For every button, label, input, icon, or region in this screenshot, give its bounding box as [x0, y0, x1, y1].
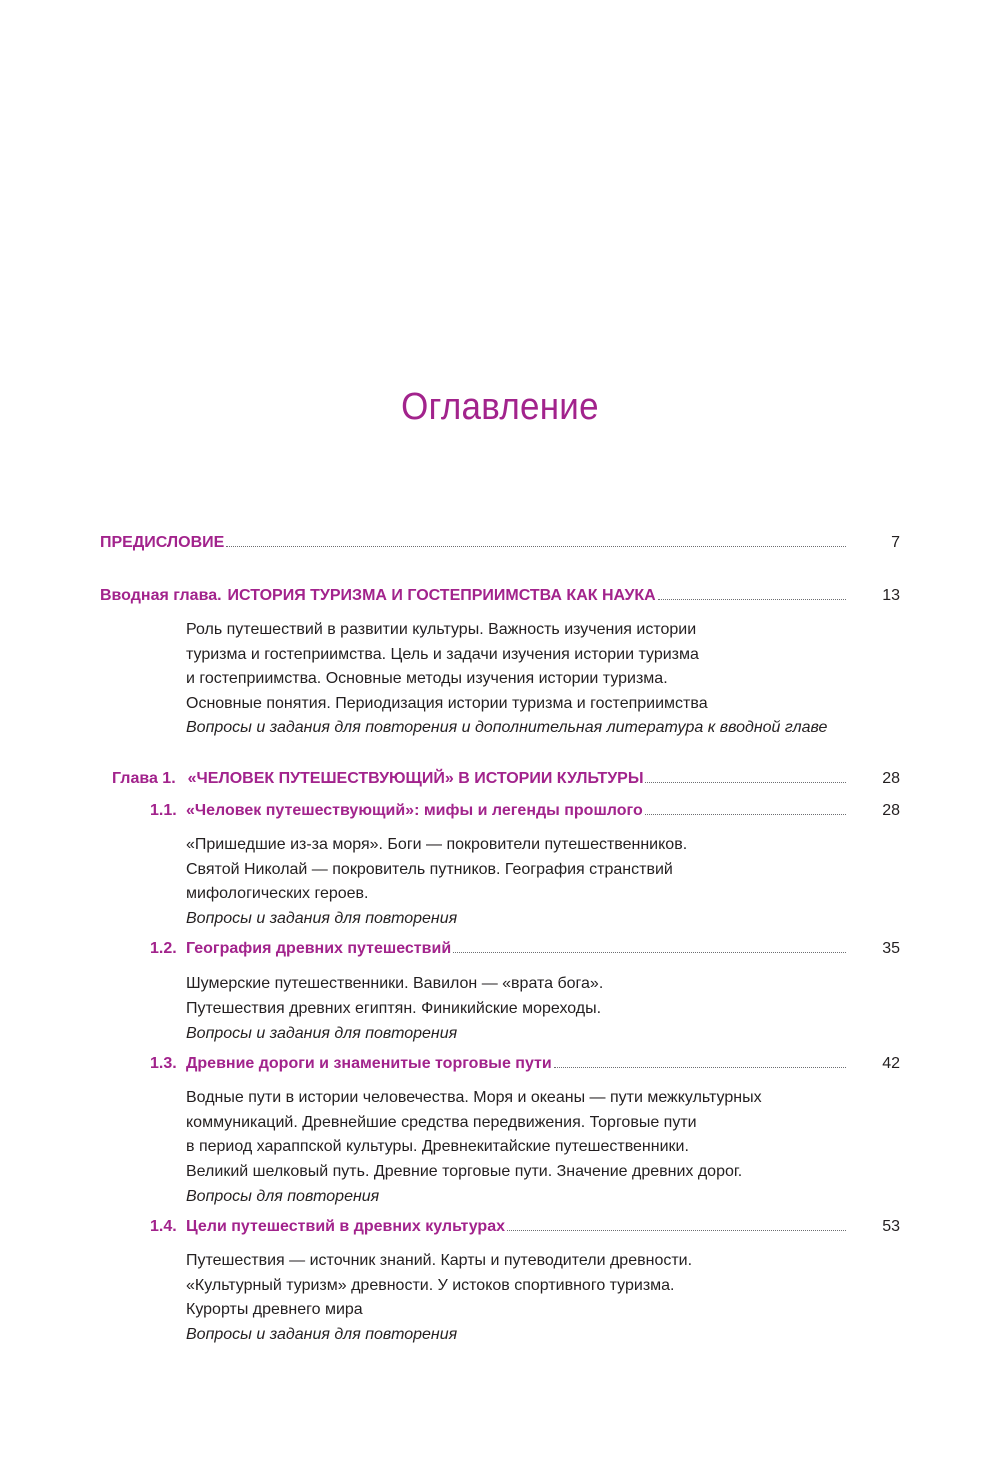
- description-line: «Пришедшие из-за моря». Боги — покровители путешественников.: [186, 836, 688, 853]
- description-line: коммуникаций. Древнейшие средства передвижения. Торговые пути: [186, 1113, 697, 1131]
- toc-section-number: 1.4.: [150, 1218, 177, 1235]
- toc-entry-description: [186, 1249, 692, 1323]
- page-title: Оглавление: [401, 386, 599, 428]
- leader-dots: [645, 813, 846, 815]
- toc-entry-description: [186, 972, 603, 1021]
- leader-dots: [658, 598, 846, 600]
- toc-section-number: 1.2.: [150, 940, 177, 957]
- toc-entry-description: [186, 618, 708, 716]
- toc-entry-preface[interactable]: [100, 534, 850, 558]
- description-line: Путешествия — источник знаний. Карты и путеводители древности.: [186, 1252, 693, 1269]
- description-line: Шумерские путешественники. Вавилон — «врата бога».: [186, 975, 604, 992]
- toc-entry-title: ПРЕДИСЛОВИЕ: [100, 534, 225, 551]
- description-line: туризма и гостеприимства. Цель и задачи изучения истории туризма: [186, 645, 699, 663]
- toc-entry-title: География древних путешествий: [186, 940, 452, 957]
- toc-page-number: 35: [882, 940, 900, 957]
- toc-entry-section-1-2[interactable]: [150, 940, 850, 964]
- toc-page-number: 7: [891, 534, 900, 551]
- toc-section-number: 1.1.: [150, 802, 177, 819]
- description-line: Водные пути в истории человечества. Моря и океаны — пути межкультурных: [186, 1089, 762, 1106]
- leader-dots: [226, 545, 846, 547]
- toc-entry-title: «Человек путешествующий»: мифы и легенды прошлого: [186, 802, 643, 819]
- leader-dots: [554, 1066, 846, 1068]
- leader-dots: [645, 781, 846, 783]
- toc-section-number: 1.3.: [150, 1055, 177, 1072]
- description-line: Святой Николай — покровитель путников. География странствий: [186, 860, 673, 878]
- description-line: «Культурный туризм» древности. У истоков спортивного туризма.: [186, 1276, 675, 1294]
- toc-page-number: 28: [882, 770, 900, 787]
- toc-entry-title: Древние дороги и знаменитые торговые пути: [186, 1055, 552, 1072]
- toc-questions: Вопросы и задания для повторения и дополнительная литература к вводной главе: [186, 719, 828, 736]
- toc-questions: Вопросы для повторения: [186, 1188, 380, 1205]
- description-line: Основные понятия. Периодизация истории туризма и гостеприимства: [186, 694, 708, 712]
- toc-entry-prefix: Глава 1.: [112, 770, 176, 787]
- description-line: Великий шелковый путь. Древние торговые пути. Значение древних дорог.: [186, 1162, 743, 1180]
- toc-entry-prefix: Вводная глава.: [100, 587, 222, 604]
- toc-entry-section-1-4[interactable]: [150, 1218, 850, 1242]
- leader-dots: [507, 1229, 846, 1231]
- toc-questions: Вопросы и задания для повторения: [186, 910, 458, 927]
- description-line: Путешествия древних египтян. Финикийские мореходы.: [186, 999, 602, 1017]
- toc-entry-title: ИСТОРИЯ ТУРИЗМА И ГОСТЕПРИИМСТВА КАК НАУКА: [227, 587, 656, 604]
- leader-dots: [453, 951, 846, 953]
- toc-entry-section-1-3[interactable]: [150, 1055, 850, 1079]
- toc-entry-intro[interactable]: [100, 587, 850, 611]
- toc-entry-title: Цели путешествий в древних культурах: [186, 1218, 505, 1235]
- toc-entry-description: [186, 1086, 762, 1184]
- description-line: в период хараппской культуры. Древнекитайские путешественники.: [186, 1138, 689, 1155]
- toc-page-number: 42: [882, 1055, 900, 1072]
- toc-page-number: 13: [882, 587, 900, 604]
- toc-page-number: 53: [882, 1218, 900, 1235]
- toc-entry-description: [186, 833, 687, 907]
- toc-questions: Вопросы и задания для повторения: [186, 1326, 458, 1343]
- toc-entry-title: «ЧЕЛОВЕК ПУТЕШЕСТВУЮЩИЙ» В ИСТОРИИ КУЛЬТУРЫ: [187, 770, 644, 787]
- toc-questions: Вопросы и задания для повторения: [186, 1025, 458, 1042]
- toc-entry-section-1-1[interactable]: [150, 802, 850, 826]
- toc-page-number: 28: [882, 802, 900, 819]
- description-line: Курорты древнего мира: [186, 1301, 363, 1318]
- description-line: и гостеприимства. Основные методы изучения истории туризма.: [186, 670, 668, 687]
- description-line: мифологических героев.: [186, 885, 369, 902]
- toc-entry-chapter-1[interactable]: [112, 770, 850, 794]
- description-line: Роль путешествий в развитии культуры. Важность изучения истории: [186, 621, 697, 638]
